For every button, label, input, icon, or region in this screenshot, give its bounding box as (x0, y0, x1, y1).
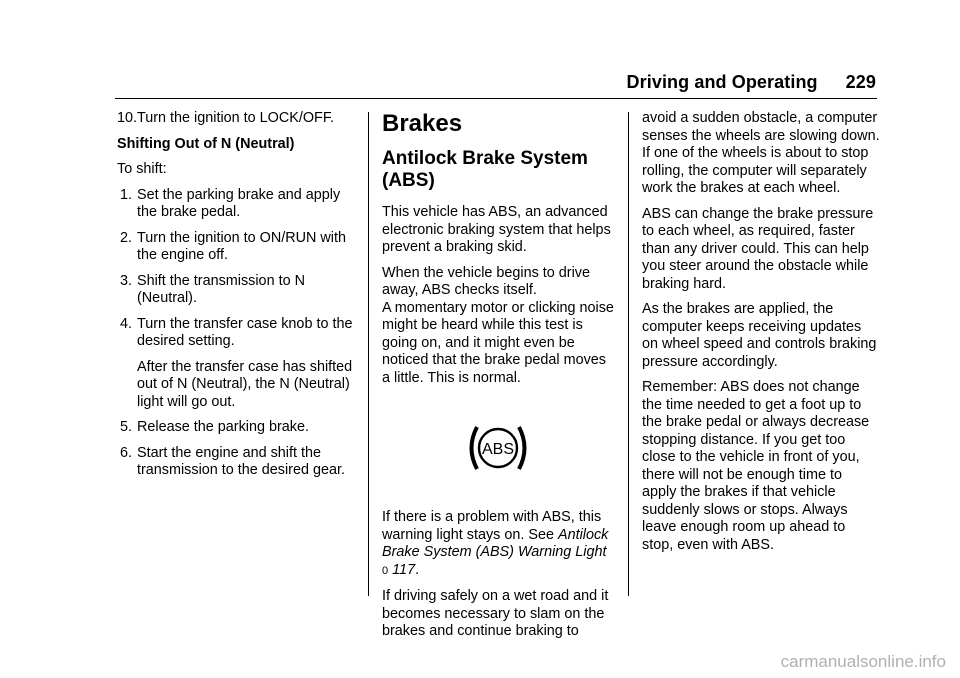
period: . (415, 561, 420, 578)
shift-steps (117, 187, 357, 480)
header-rule (115, 98, 877, 99)
step-text: Release the parking brake. (137, 419, 309, 435)
step-number: 4. (119, 315, 132, 332)
brake-pressure-paragraph: ABS can change the brake pressure to each wheel, as required, faster than any driver could. This can help you steer around the obstacle while braking hard. (642, 205, 874, 292)
watermark: carmanualsonline.info (780, 652, 946, 671)
page-reference[interactable]: 117 (392, 561, 416, 578)
abs-icon-label: ABS (481, 441, 515, 458)
column-divider-left (368, 112, 369, 596)
abs-warning-paragraph (382, 509, 617, 580)
subheading-shifting: Shifting Out of N (Neutral) (117, 135, 295, 152)
step-10 (117, 110, 357, 128)
column-3 (642, 110, 880, 562)
computer-senses-paragraph: avoid a sudden obstacle, a computer senses the wheels are slowing down. If one of the wheels is about to stop rolling, the computer will separately work the brakes at each wheel. (642, 110, 880, 196)
column-2 (382, 110, 617, 649)
list-item (117, 316, 357, 412)
step-note: After the transfer case has shifted out of N (Neutral), the N (Neutral) light will go out. (137, 358, 353, 410)
page-number: 229 (845, 72, 876, 92)
abs-check-paragraph (382, 265, 617, 388)
section-title: Driving and Operating (626, 72, 818, 92)
list-item (117, 187, 357, 222)
column-1 (117, 110, 357, 488)
step-text: Turn the ignition to ON/RUN with the engine off. (137, 229, 347, 263)
step-text: Turn the ignition to LOCK/OFF. (137, 110, 335, 126)
running-header (0, 72, 876, 96)
step-text: Start the engine and shift the transmission to the desired gear. (137, 444, 345, 478)
list-item (117, 273, 357, 308)
heading-abs: Antilock Brake System (ABS) (382, 148, 588, 191)
warning-text: If there is a problem with ABS, this warning light stays on. See (382, 509, 602, 543)
heading-brakes: Brakes (382, 110, 463, 137)
step-number: 1. (119, 186, 132, 203)
list-item (117, 230, 357, 265)
list-item (117, 445, 357, 480)
cross-reference-link[interactable]: Antilock Brake System (ABS) Warning Light (382, 526, 609, 560)
wet-road-paragraph: If driving safely on a wet road and it becomes necessary to slam on the brakes and continue braking to (382, 588, 609, 639)
step-number: 3. (119, 272, 132, 289)
intro-text: To shift: (117, 161, 167, 177)
step-number: 5. (119, 419, 132, 435)
abs-warning-light-icon (468, 423, 528, 473)
list-item (117, 419, 357, 437)
abs-noise-text: A momentary motor or clicking noise might be heard while this test is going on, and it might even be noticed that the brake pedal moves a little. This is normal. (382, 299, 614, 386)
step-text: Shift the transmission to N (Neutral). (137, 272, 305, 306)
remember-paragraph: Remember: ABS does not change the time needed to get a foot up to the brake pedal or always decrease stopping distance. If you get too close to the vehicle in front of you, there will not be enough time to apply the brakes if that vehicle suddenly slows or stops. Always leave enough room up ahead to stop, even with ABS. (642, 379, 870, 553)
step-number: 6. (119, 444, 132, 461)
step-number: 10. (117, 110, 138, 126)
column-divider-right (628, 112, 629, 596)
step-text: Set the parking brake and apply the brake pedal. (137, 186, 341, 220)
step-text: Turn the transfer case knob to the desired setting. (137, 315, 353, 349)
step-number: 2. (119, 229, 132, 246)
abs-intro-paragraph: This vehicle has ABS, an advanced electronic braking system that helps prevent a braking skid. (382, 204, 611, 255)
abs-check-text: When the vehicle begins to drive away, ABS checks itself. (382, 264, 590, 298)
page-ref-symbol: 0 (382, 564, 389, 577)
updates-paragraph: As the brakes are applied, the computer keeps receiving updates on wheel speed and controls braking pressure accordingly. (642, 301, 877, 370)
